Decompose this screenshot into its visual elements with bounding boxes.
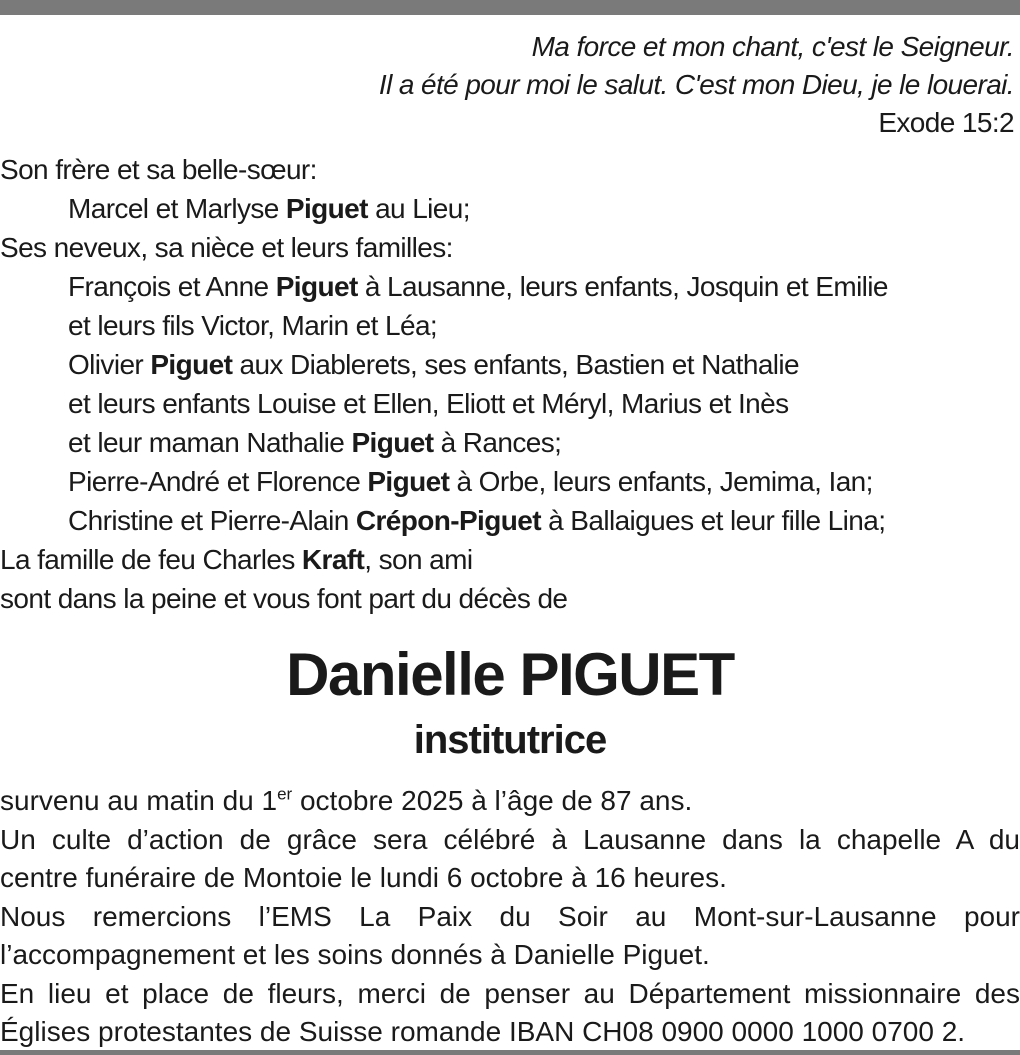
quote-line-2: Il a été pour moi le salut. C'est mon Dieu, je le louerai. — [378, 69, 1014, 100]
deceased-profession: institutrice — [413, 718, 607, 762]
notice-details — [0, 782, 1020, 1052]
family-line: Ses neveux, sa nièce et leurs familles: — [0, 232, 453, 263]
family-list — [0, 150, 1020, 618]
thanks-line: l’accompagnement et les soins donnés à Danielle Piguet. — [0, 939, 710, 970]
family-line: et leur maman Nathalie Piguet à Rances; — [68, 427, 562, 458]
scripture-quote — [0, 28, 1020, 142]
family-line: Son frère et sa belle-sœur: — [0, 154, 317, 185]
family-line: Pierre-André et Florence Piguet à Orbe, leurs enfants, Jemima, Ian; — [68, 466, 873, 497]
family-line: et leurs fils Victor, Marin et Léa; — [68, 310, 438, 341]
bottom-border — [0, 1050, 1020, 1055]
family-line: La famille de feu Charles Kraft, son ami — [0, 544, 473, 575]
deceased-name: Danielle PIGUET — [286, 641, 734, 708]
death-date-line: survenu au matin du 1er octobre 2025 à l’âge de 87 ans. — [0, 784, 693, 816]
family-line: Marcel et Marlyse Piguet au Lieu; — [68, 193, 470, 224]
top-border — [0, 0, 1020, 15]
family-line: François et Anne Piguet à Lausanne, leurs enfants, Josquin et Emilie — [68, 271, 888, 302]
quote-reference: Exode 15:2 — [878, 107, 1014, 138]
obituary-notice — [0, 28, 1020, 1052]
thanks-line: Nous remercions l’EMS La Paix du Soir au Mont-sur-Lausanne pour — [0, 900, 1020, 932]
donation-line: Églises protestantes de Suisse romande IBAN CH08 0900 0000 1000 0700 2. — [0, 1016, 966, 1047]
family-line: Olivier Piguet aux Diablerets, ses enfants, Bastien et Nathalie — [68, 349, 800, 380]
ceremony-line: Un culte d’action de grâce sera célébré à Lausanne dans la chapelle A du — [0, 823, 1020, 855]
quote-line-1: Ma force et mon chant, c'est le Seigneur. — [531, 31, 1014, 62]
family-line: et leurs enfants Louise et Ellen, Eliott et Méryl, Marius et Inès — [68, 388, 789, 419]
family-line: sont dans la peine et vous font part du décès de — [0, 583, 568, 614]
family-line: Christine et Pierre-Alain Crépon-Piguet à Ballaigues et leur fille Lina; — [68, 505, 886, 536]
ceremony-line: centre funéraire de Montoie le lundi 6 octobre à 16 heures. — [0, 862, 727, 893]
donation-line: En lieu et place de fleurs, merci de penser au Département missionnaire des — [0, 977, 1020, 1009]
